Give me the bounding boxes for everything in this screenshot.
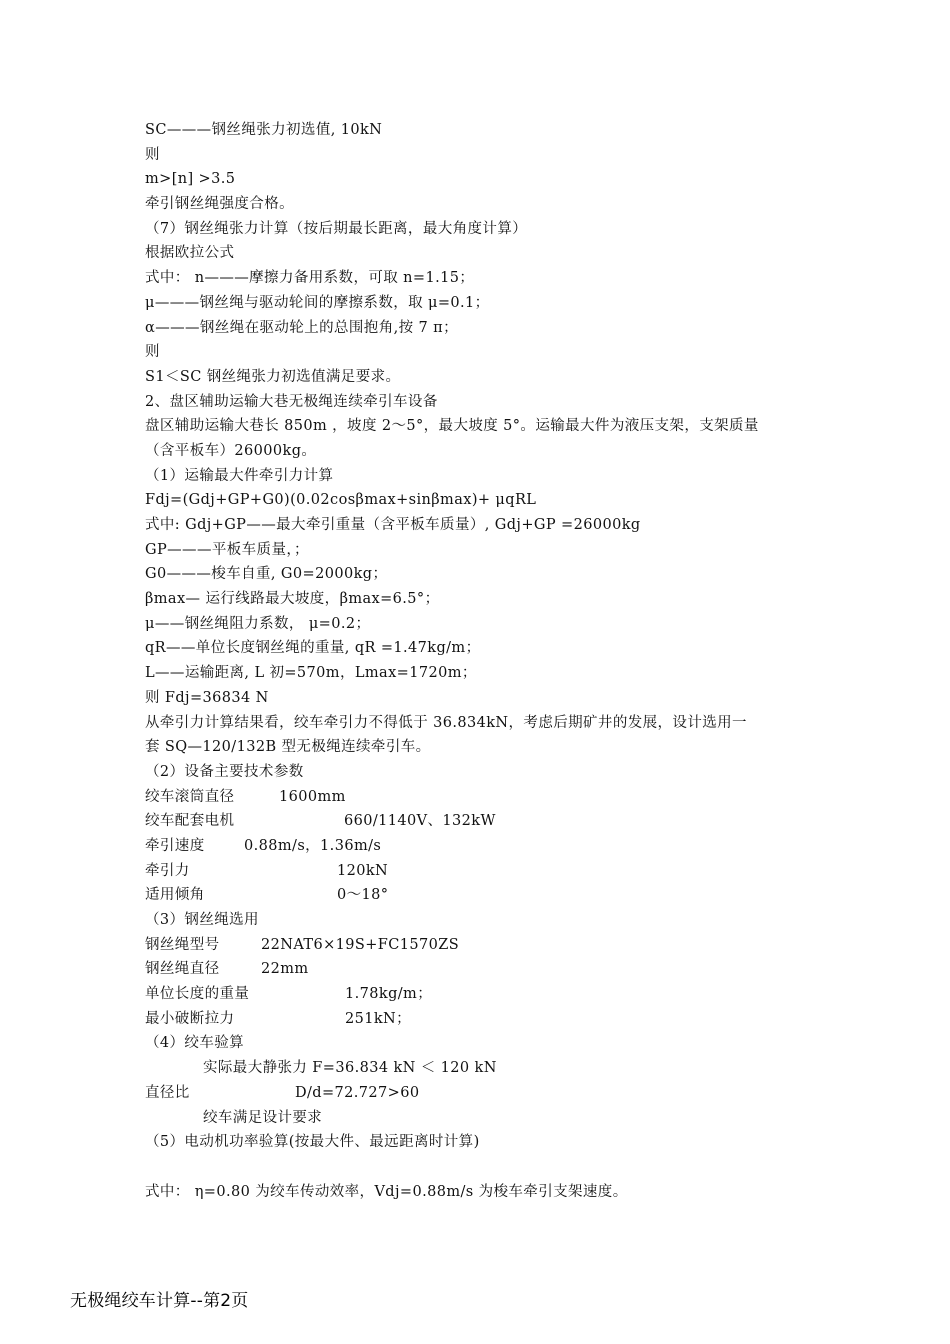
param-row <box>145 982 825 1007</box>
text-line: μ———钢丝绳与驱动轮间的摩擦系数，取 μ=0.1； <box>145 294 490 311</box>
section-heading: （5）电动机功率验算(按最大件、最远距离时计算) <box>145 1134 480 1151</box>
check-line: 实际最大静张力 F=36.834 kN ＜ 120 kN <box>203 1060 497 1077</box>
text-line: S1＜SC 钢丝绳张力初选值满足要求。 <box>145 368 401 385</box>
text-line: G0———梭车自重, G0=2000kg； <box>145 566 388 583</box>
text-line: 则 Fdj=36834 N <box>145 689 269 706</box>
blank-line <box>145 1155 825 1180</box>
text-line: （含平板车）26000kg。 <box>145 442 317 459</box>
param-value: 251kN； <box>345 1010 412 1027</box>
param-label: 绞车配套电机 <box>145 813 235 830</box>
text-line: 套 SQ—120/132B 型无极绳连续牵引车。 <box>145 739 431 756</box>
text-line: qR——单位长度钢丝绳的重量, qR =1.47kg/m； <box>145 640 481 657</box>
section-heading: （4）绞车验算 <box>145 1035 245 1052</box>
text-line: 式中： n———摩擦力备用系数，可取 n=1.15； <box>145 270 475 287</box>
text-line: m>[n] >3.5 <box>145 171 236 188</box>
text-line: 式中： η=0.80 为绞车传动效率，Vdj=0.88m/s 为梭车牵引支架速度。 <box>145 1183 628 1200</box>
param-label: 单位长度的重量 <box>145 986 250 1003</box>
param-row <box>145 933 825 958</box>
check-line: 绞车满足设计要求 <box>203 1109 323 1126</box>
text-line: βmax— 运行线路最大坡度，βmax=6.5°； <box>145 591 440 608</box>
param-row <box>145 883 825 908</box>
section-heading: （2）设备主要技术参数 <box>145 763 304 780</box>
text-line: 则 <box>145 146 160 163</box>
check-value: D/d=72.727>60 <box>295 1084 420 1101</box>
param-row <box>145 859 825 884</box>
text-line: α———钢丝绳在驱动轮上的总围抱角,按 7 π； <box>145 319 458 336</box>
check-label: 直径比 <box>145 1084 190 1101</box>
document-body <box>145 118 825 1204</box>
section-heading: （3）钢丝绳选用 <box>145 912 259 928</box>
text-line: 根据欧拉公式 <box>145 245 235 262</box>
param-label: 绞车滚筒直径 <box>145 788 235 805</box>
param-label: 最小破断拉力 <box>145 1010 235 1027</box>
param-row <box>145 785 825 810</box>
param-row <box>145 957 825 982</box>
text-line: 式中: Gdj+GP——最大牵引重量（含平板车质量）, Gdj+GP =26000kg <box>145 517 641 533</box>
formula-line: Fdj=(Gdj+GP+G0)(0.02cosβmax+sinβmax)+ μqRL <box>145 492 537 509</box>
text-line: 牵引钢丝绳强度合格。 <box>145 196 294 213</box>
param-value: 22NAT6×19S+FC1570ZS <box>261 936 460 953</box>
param-value: 0.88m/s，1.36m/s <box>244 837 382 854</box>
param-label: 牵引速度 <box>145 837 205 854</box>
param-row <box>145 1007 825 1032</box>
param-label: 钢丝绳直径 <box>145 961 220 978</box>
text-line: GP———平板车质量，； <box>145 541 309 558</box>
section-heading: （7）钢丝绳张力计算（按后期最长距离，最大角度计算） <box>145 220 528 237</box>
param-value: 120kN <box>337 862 389 879</box>
text-line: L——运输距离, L 初=570m，Lmax=1720m； <box>145 665 477 682</box>
check-line <box>145 1081 825 1106</box>
text-line: 盘区辅助运输大巷长 850m ，坡度 2～5°，最大坡度 5°。运输最大件为液压支架，支架质量 <box>145 418 759 435</box>
param-value: 1.78kg/m； <box>345 986 433 1003</box>
param-label: 牵引力 <box>145 862 190 879</box>
param-value: 0～18° <box>337 887 389 904</box>
text-line: SC———钢丝绳张力初选值, 10kN <box>145 122 383 138</box>
param-value: 1600mm <box>279 788 346 805</box>
param-row <box>145 809 825 834</box>
text-line: 则 <box>145 344 160 361</box>
param-row <box>145 834 825 859</box>
section-heading: （1）运输最大件牵引力计算 <box>145 467 334 484</box>
text-line: 从牵引力计算结果看，绞车牵引力不得低于 36.834kN，考虑后期矿井的发展，设计选用一 <box>145 714 747 731</box>
text-line: μ——钢丝绳阻力系数， μ=0.2； <box>145 615 371 632</box>
param-label: 适用倾角 <box>145 887 205 904</box>
section-heading: 2、盘区辅助运输大巷无极绳连续牵引车设备 <box>145 393 438 410</box>
param-label: 钢丝绳型号 <box>145 936 220 953</box>
param-value: 22mm <box>261 961 309 978</box>
param-value: 660/1140V、132kW <box>344 813 496 830</box>
page-footer: 无极绳绞车计算--第2页 <box>70 1291 249 1311</box>
